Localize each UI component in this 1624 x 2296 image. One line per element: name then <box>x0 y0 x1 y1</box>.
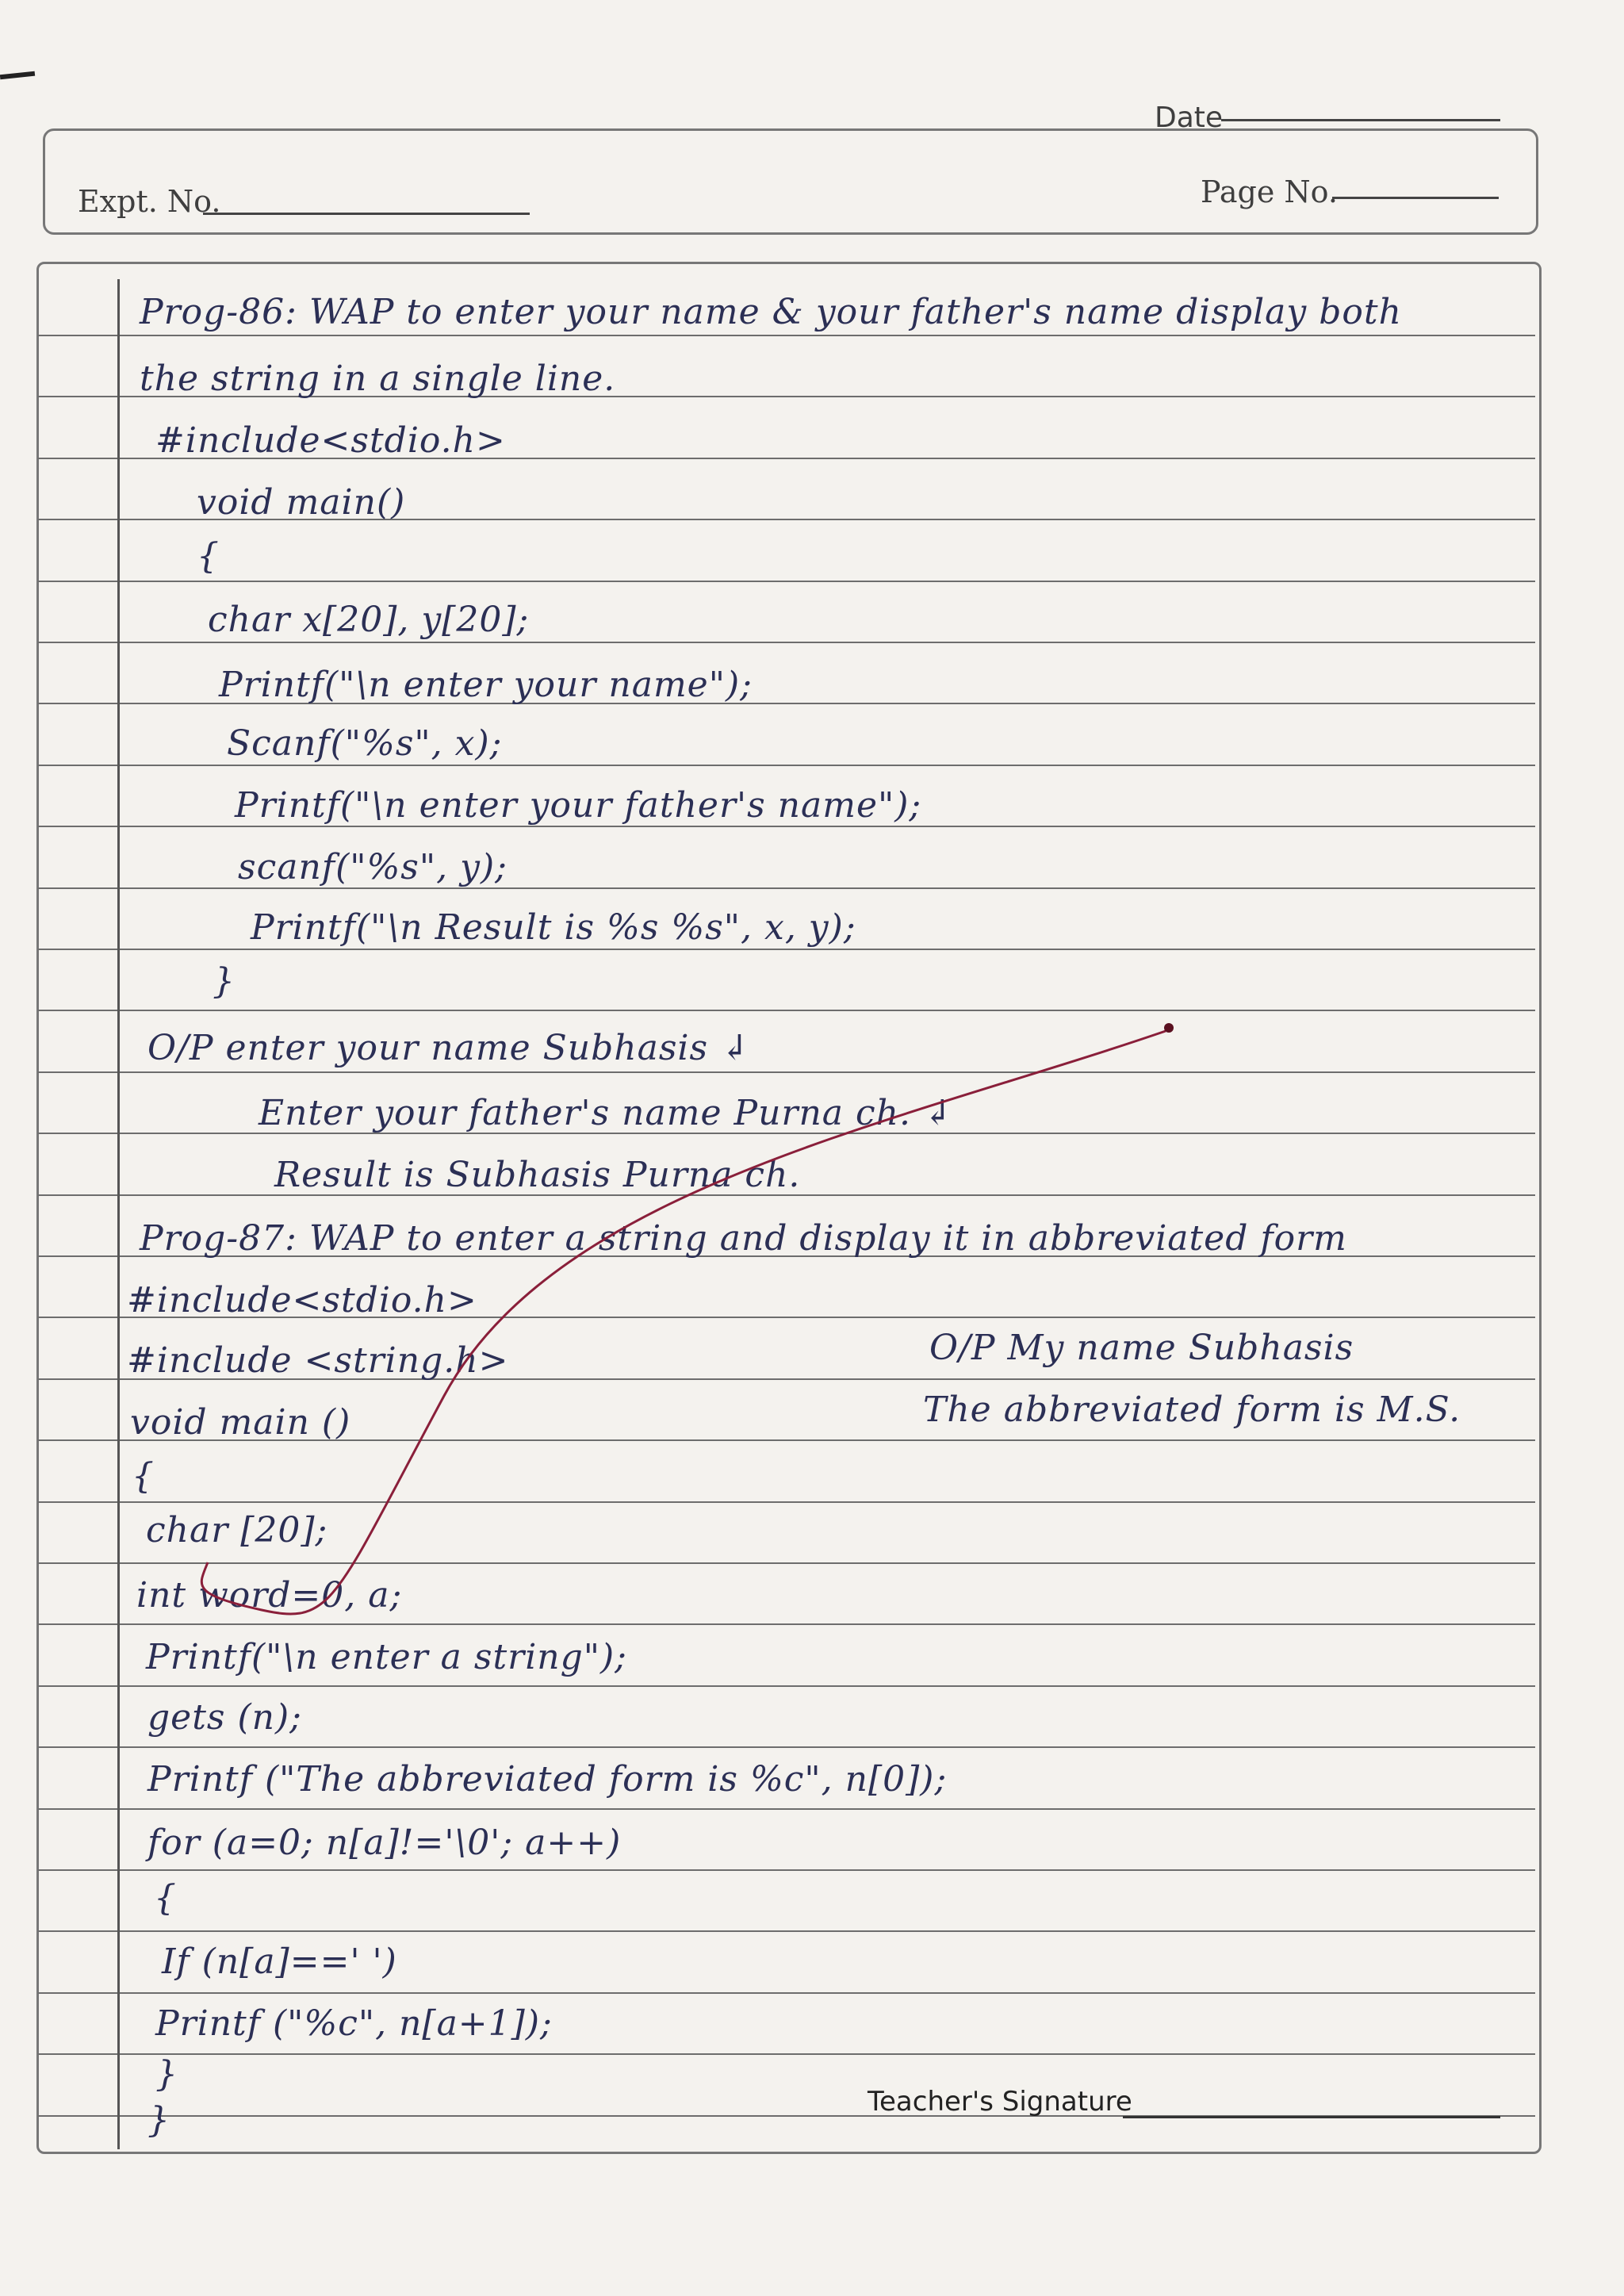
hw-line: } <box>147 2100 170 2141</box>
hw-line: gets (n); <box>147 1697 302 1738</box>
hw-line: char [20]; <box>146 1510 328 1550</box>
hw-side-output: O/P My name Subhasis <box>929 1328 1354 1368</box>
hw-line: Printf ("%c", n[a+1]); <box>155 2003 553 2044</box>
hw-line: } <box>213 961 236 1002</box>
hw-line: for (a=0; n[a]!='\0'; a++) <box>147 1823 622 1863</box>
hw-line: Printf("\n enter your father's name"); <box>235 785 922 826</box>
hw-line: } <box>155 2054 178 2095</box>
hw-line: { <box>197 536 220 577</box>
hw-line: If (n[a]==' ') <box>162 1941 397 1982</box>
hw-line: Printf("\n enter your name"); <box>219 665 753 705</box>
hw-line: { <box>132 1456 155 1497</box>
hw-line: int word=0, a; <box>136 1575 403 1616</box>
hw-line: Result is Subhasis Purna ch. <box>274 1155 801 1195</box>
strike-curve <box>201 1031 1166 1614</box>
hw-line: Printf("\n Result is %s %s", x, y); <box>251 907 856 948</box>
hw-line: O/P enter your name Subhasis ↲ <box>147 1028 750 1068</box>
hw-line: the string in a single line. <box>140 358 616 399</box>
hw-line: { <box>154 1878 177 1918</box>
hw-line: scanf("%s", y); <box>238 847 508 887</box>
hw-line: #include <string.h> <box>127 1340 509 1381</box>
date-label: Date <box>1155 102 1224 134</box>
hw-line: #include<stdio.h> <box>155 420 506 461</box>
hw-line: Enter your father's name Purna ch. ↲ <box>259 1093 953 1133</box>
hw-line: void main () <box>130 1402 351 1443</box>
hw-side-output: The abbreviated form is M.S. <box>923 1389 1461 1430</box>
hw-line: Printf("\n enter a string"); <box>146 1637 628 1677</box>
page-no-label: Page No. <box>1201 174 1338 209</box>
hw-line: Prog-87: WAP to enter a string and display it in abbreviated form <box>140 1218 1347 1259</box>
teacher-signature-label: Teacher's Signature <box>868 2086 1132 2118</box>
hw-line: void main() <box>197 482 406 523</box>
teacher-signature-line <box>1123 2116 1500 2118</box>
expt-no-label: Expt. No. <box>78 184 221 219</box>
hw-line: char x[20], y[20]; <box>208 600 530 640</box>
hw-line: Scanf("%s", x); <box>227 723 503 764</box>
hw-line: Printf ("The abbreviated form is %c", n[0]); <box>147 1759 948 1800</box>
hw-line: #include<stdio.h> <box>127 1280 477 1320</box>
strike-dot <box>1164 1023 1174 1033</box>
hw-line: Prog-86: WAP to enter your name & your father's name display both <box>140 292 1402 332</box>
